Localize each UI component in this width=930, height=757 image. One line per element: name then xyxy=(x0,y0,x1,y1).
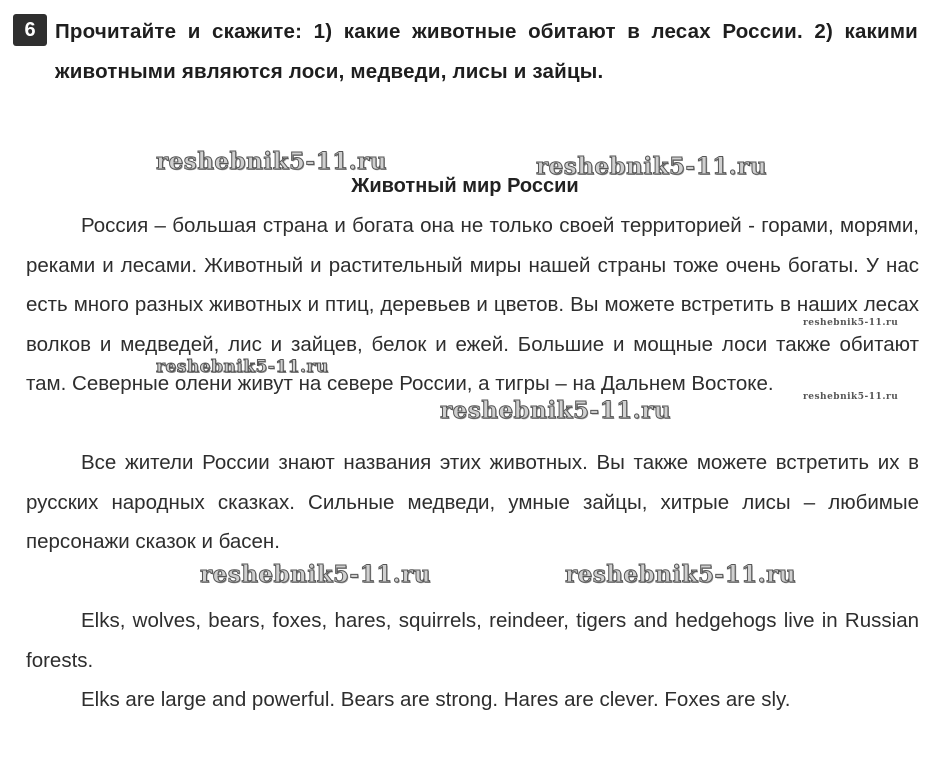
paragraph-text: Все жители России знают названия этих животных. Вы также можете встретить их в русских народных сказках. Сильные медведи, умные зайцы, хитрые лисы – любимые персонажи сказок и басен. xyxy=(26,451,919,553)
watermark: reshebnik5-11.ru xyxy=(565,561,796,588)
watermark: reshebnik5-11.ru xyxy=(803,392,899,402)
task-number-badge: 6 xyxy=(13,14,47,46)
paragraph-text: Россия – большая страна и богата она не только своей территорией - горами, морями, реками и лесами. Животный и растительный миры нашей страны тоже очень богаты. У нас есть много разных животных и птиц, деревьев и цветов. Вы можете встретить в наших лесах волков и медведей, лис и зайцев, белок и ежей. Большие и мощные лоси также обитают там. Северные олени живут на севере России, а тигры – на Дальнем Востоке. xyxy=(26,214,919,395)
watermark: reshebnik5-11.ru xyxy=(536,153,767,180)
task-header xyxy=(13,12,918,92)
english-paragraph-2 xyxy=(26,680,919,720)
task-instruction: Прочитайте и скажите: 1) какие животные обитают в лесах России. 2) какими животными являются лоси, медведи, лисы и зайцы. xyxy=(55,20,918,83)
watermark: reshebnik5-11.ru xyxy=(200,561,431,588)
english-paragraph-1 xyxy=(26,601,919,680)
watermark: reshebnik5-11.ru xyxy=(156,357,329,377)
russian-paragraph-2 xyxy=(26,443,919,562)
paragraph-text: Elks are large and powerful. Bears are strong. Hares are clever. Foxes are sly. xyxy=(81,688,791,711)
watermark: reshebnik5-11.ru xyxy=(156,148,387,175)
paragraph-text: Elks, wolves, bears, foxes, hares, squirrels, reindeer, tigers and hedgehogs live in Russian forests. xyxy=(26,609,919,672)
watermark: reshebnik5-11.ru xyxy=(803,318,899,328)
text-title: Животный мир России xyxy=(351,175,579,197)
watermark: reshebnik5-11.ru xyxy=(440,397,671,424)
